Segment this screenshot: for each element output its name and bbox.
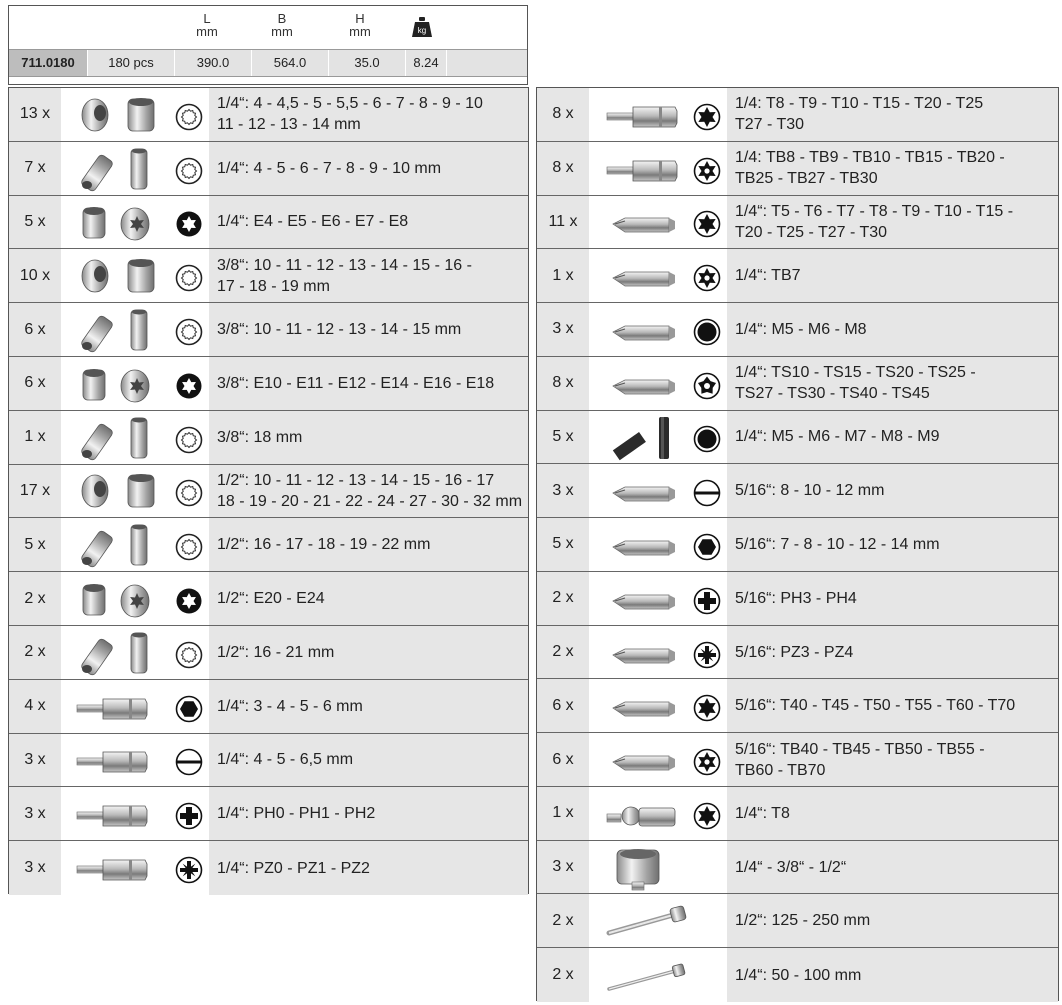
table-row xyxy=(537,733,1058,787)
size-description xyxy=(727,679,1058,732)
hex12-icon xyxy=(175,641,203,669)
size-description xyxy=(727,626,1058,679)
size-description xyxy=(209,357,528,410)
size-description xyxy=(209,411,528,464)
e-socket-pair-icon xyxy=(73,198,161,246)
table-row xyxy=(9,734,528,788)
description-line: 1/4: T8 - T9 - T10 - T15 - T20 - T25 xyxy=(735,95,984,113)
quantity: 2 x xyxy=(537,948,589,1002)
size-description xyxy=(727,841,1058,894)
tool-image xyxy=(589,894,727,947)
size-description xyxy=(209,303,528,356)
extension-icon xyxy=(603,897,691,945)
deep-socket-pair-icon xyxy=(73,306,161,354)
description-line: 1/4“: E4 - E5 - E6 - E7 - E8 xyxy=(217,213,409,231)
dimension-columns xyxy=(9,6,527,48)
piece-count: 180 pcs xyxy=(88,50,175,76)
tool-image xyxy=(61,142,209,195)
size-description xyxy=(727,464,1058,517)
column-b xyxy=(264,12,300,38)
quantity: 3 x xyxy=(9,734,61,787)
description-line: T20 - T25 - T27 - T30 xyxy=(735,223,888,241)
table-row xyxy=(9,680,528,734)
quantity: 1 x xyxy=(9,411,61,464)
torx-tamper-icon xyxy=(693,157,721,185)
size-description xyxy=(209,249,528,302)
size-description xyxy=(727,249,1058,302)
quantity: 5 x xyxy=(537,518,589,571)
size-description xyxy=(209,626,528,679)
bit-icon xyxy=(603,575,691,623)
description-line: 5/16“: 7 - 8 - 10 - 12 - 14 mm xyxy=(735,535,940,553)
torx-ext-icon xyxy=(175,587,203,615)
phillips-icon xyxy=(693,587,721,615)
quantity: 1 x xyxy=(537,249,589,302)
tool-image xyxy=(589,249,727,302)
size-description xyxy=(727,142,1058,195)
tool-image xyxy=(589,411,727,464)
bit-icon xyxy=(603,252,691,300)
quantity: 17 x xyxy=(9,465,61,518)
quantity: 3 x xyxy=(9,841,61,895)
description-line: 5/16“: PZ3 - PZ4 xyxy=(735,643,854,661)
tool-image xyxy=(589,196,727,249)
size-description xyxy=(209,841,528,895)
socket-pair-icon xyxy=(73,467,161,515)
spec-header xyxy=(8,5,528,85)
torx-icon xyxy=(693,210,721,238)
size-description xyxy=(727,518,1058,571)
extension-thin-icon xyxy=(603,951,691,999)
hex12-icon xyxy=(175,264,203,292)
weight-value: 8.24 xyxy=(406,50,447,76)
spline-bit-pair-icon xyxy=(603,413,691,461)
table-row xyxy=(537,464,1058,518)
hex-icon xyxy=(175,695,203,723)
description-line: 1/2“: 16 - 21 mm xyxy=(217,643,335,661)
table-row xyxy=(9,572,528,626)
tool-image xyxy=(589,303,727,356)
hex12-icon xyxy=(175,533,203,561)
quantity: 3 x xyxy=(537,303,589,356)
pozidriv-icon xyxy=(693,641,721,669)
size-description xyxy=(727,733,1058,786)
column-b-unit: mm xyxy=(271,24,293,39)
table-row xyxy=(537,303,1058,357)
phillips-icon xyxy=(175,802,203,830)
table-row xyxy=(537,626,1058,680)
table-row xyxy=(537,787,1058,841)
description-line: 3/8“: 10 - 11 - 12 - 13 - 14 - 15 mm xyxy=(217,321,462,339)
table-row xyxy=(537,357,1058,411)
tool-image xyxy=(61,196,209,249)
size-description xyxy=(209,572,528,625)
hex12-icon xyxy=(175,426,203,454)
column-h xyxy=(342,12,378,38)
table-row xyxy=(9,465,528,519)
tool-image xyxy=(589,88,727,141)
tool-image xyxy=(61,303,209,356)
description-line: 5/16“: T40 - T45 - T50 - T55 - T60 - T70 xyxy=(735,697,1016,715)
description-line: 1/2“: 125 - 250 mm xyxy=(735,912,871,930)
quantity: 11 x xyxy=(537,196,589,249)
hex12-icon xyxy=(175,479,203,507)
column-h-label: H xyxy=(355,11,365,26)
spline-icon xyxy=(693,318,721,346)
hex12-icon xyxy=(175,157,203,185)
table-row xyxy=(9,518,528,572)
tool-image xyxy=(589,572,727,625)
bit-icon xyxy=(603,736,691,784)
quantity: 7 x xyxy=(9,142,61,195)
bit-socket-icon xyxy=(603,145,691,193)
torx-tamper-icon xyxy=(693,748,721,776)
column-l xyxy=(189,12,225,38)
tool-image xyxy=(61,841,209,895)
quantity: 2 x xyxy=(537,894,589,947)
table-row xyxy=(9,357,528,411)
torx-tamper-icon xyxy=(693,264,721,292)
torx-icon xyxy=(693,103,721,131)
pozidriv-icon xyxy=(175,856,203,884)
description-line: T27 - T30 xyxy=(735,116,805,134)
quantity: 8 x xyxy=(537,142,589,195)
size-description xyxy=(727,196,1058,249)
table-row xyxy=(537,518,1058,572)
table-row xyxy=(537,894,1058,948)
quantity: 3 x xyxy=(537,841,589,894)
tool-image xyxy=(589,733,727,786)
table-row xyxy=(537,679,1058,733)
bit-icon xyxy=(603,629,691,677)
quantity: 5 x xyxy=(9,196,61,249)
deep-socket-pair-icon xyxy=(73,414,161,462)
size-description xyxy=(727,88,1058,141)
bit-icon xyxy=(603,521,691,569)
hex12-icon xyxy=(175,318,203,346)
bit-socket-icon xyxy=(73,790,161,838)
description-line: 1/4“: TS10 - TS15 - TS20 - TS25 - xyxy=(735,364,976,382)
bit-icon xyxy=(603,198,691,246)
bit-socket-icon xyxy=(73,683,161,731)
size-description xyxy=(727,948,1058,1002)
quantity: 3 x xyxy=(537,464,589,517)
column-b-label: B xyxy=(277,11,287,26)
description-line: 1/4“: 4 - 5 - 6,5 mm xyxy=(217,751,354,769)
table-row xyxy=(9,841,528,895)
spec-row xyxy=(9,49,527,77)
tool-image xyxy=(589,464,727,517)
table-row xyxy=(537,142,1058,196)
table-row xyxy=(9,626,528,680)
bit-socket-icon xyxy=(73,736,161,784)
quantity: 2 x xyxy=(9,626,61,679)
deep-socket-pair-icon xyxy=(73,145,161,193)
description-line: 11 - 12 - 13 - 14 mm xyxy=(217,116,361,134)
table-row xyxy=(537,196,1058,250)
size-description xyxy=(209,734,528,787)
right-parts-table xyxy=(536,87,1059,1001)
hex12-icon xyxy=(175,103,203,131)
left-parts-table xyxy=(8,87,529,894)
hex-icon xyxy=(693,533,721,561)
quantity: 8 x xyxy=(537,88,589,141)
size-description xyxy=(727,303,1058,356)
tool-image xyxy=(589,841,727,894)
deep-socket-pair-icon xyxy=(73,521,161,569)
tool-image xyxy=(61,249,209,302)
description-line: 1/4“: 4 - 4,5 - 5 - 5,5 - 6 - 7 - 8 - 9 - 10 xyxy=(217,95,483,113)
table-row xyxy=(9,787,528,841)
size-description xyxy=(209,787,528,840)
socket-pair-icon xyxy=(73,91,161,139)
tool-image xyxy=(61,680,209,733)
torx-ext-icon xyxy=(175,210,203,238)
description-line: TB60 - TB70 xyxy=(735,761,826,779)
tool-image xyxy=(589,948,727,1002)
quantity: 8 x xyxy=(537,357,589,410)
table-row xyxy=(9,88,528,142)
slotted-icon xyxy=(693,479,721,507)
tool-image xyxy=(61,518,209,571)
size-description xyxy=(727,787,1058,840)
description-line: 3/8“: E10 - E11 - E12 - E14 - E16 - E18 xyxy=(217,374,495,392)
size-description xyxy=(209,680,528,733)
description-line: 18 - 19 - 20 - 21 - 22 - 24 - 27 - 30 - 32 mm xyxy=(217,492,523,510)
bit-icon xyxy=(603,467,691,515)
size-description xyxy=(209,88,528,141)
column-h-unit: mm xyxy=(349,24,371,39)
tool-image xyxy=(589,142,727,195)
torx-icon xyxy=(693,694,721,722)
size-description xyxy=(209,465,528,518)
description-line: 5/16“: 8 - 10 - 12 mm xyxy=(735,482,885,500)
description-line: 1/4“: T5 - T6 - T7 - T8 - T9 - T10 - T15 - xyxy=(735,202,1014,220)
table-row xyxy=(537,249,1058,303)
size-description xyxy=(727,357,1058,410)
pentalobe-icon xyxy=(693,372,721,400)
table-row xyxy=(9,196,528,250)
table-row xyxy=(537,88,1058,142)
bit-icon xyxy=(603,360,691,408)
tool-image xyxy=(589,787,727,840)
table-row xyxy=(9,249,528,303)
tool-image xyxy=(61,465,209,518)
tool-image xyxy=(589,679,727,732)
table-row xyxy=(537,841,1058,895)
tool-image xyxy=(61,411,209,464)
description-line: 5/16“: PH3 - PH4 xyxy=(735,589,857,607)
socket-pair-icon xyxy=(73,252,161,300)
description-line: 1/4“: TB7 xyxy=(735,267,801,285)
table-row xyxy=(537,572,1058,626)
description-line: 1/4“: PH0 - PH1 - PH2 xyxy=(217,805,376,823)
description-line: 1/4“ - 3/8“ - 1/2“ xyxy=(735,858,847,876)
torx-icon xyxy=(693,802,721,830)
description-line: 3/8“: 18 mm xyxy=(217,428,303,446)
tool-image xyxy=(589,357,727,410)
table-row xyxy=(9,303,528,357)
description-line: 1/2“: 16 - 17 - 18 - 19 - 22 mm xyxy=(217,536,431,554)
e-socket-pair-icon xyxy=(73,575,161,623)
tool-image xyxy=(61,734,209,787)
size-description xyxy=(209,196,528,249)
quantity: 13 x xyxy=(9,88,61,141)
description-line: 5/16“: TB40 - TB45 - TB50 - TB55 - xyxy=(735,740,985,758)
quantity: 6 x xyxy=(537,733,589,786)
description-line: 1/2“: E20 - E24 xyxy=(217,590,325,608)
svg-text:kg: kg xyxy=(417,26,427,35)
quantity: 1 x xyxy=(537,787,589,840)
tool-image xyxy=(61,357,209,410)
quantity: 4 x xyxy=(9,680,61,733)
description-line: 1/2“: 10 - 11 - 12 - 13 - 14 - 15 - 16 - 17 xyxy=(217,471,495,489)
tool-image xyxy=(61,88,209,141)
slotted-icon xyxy=(175,748,203,776)
spline-icon xyxy=(693,425,721,453)
tool-image xyxy=(61,787,209,840)
size-description xyxy=(727,894,1058,947)
length-value: 390.0 xyxy=(175,50,252,76)
bit-icon xyxy=(603,682,691,730)
article-code: 711.0180 xyxy=(9,50,88,76)
quantity: 5 x xyxy=(537,411,589,464)
quantity: 6 x xyxy=(9,303,61,356)
description-line: TB25 - TB27 - TB30 xyxy=(735,170,878,188)
column-l-label: L xyxy=(203,11,211,26)
table-row xyxy=(537,411,1058,465)
table-row xyxy=(9,411,528,465)
quantity: 2 x xyxy=(537,626,589,679)
description-line: 1/4“: 4 - 5 - 6 - 7 - 8 - 9 - 10 mm xyxy=(217,159,442,177)
column-l-unit: mm xyxy=(196,24,218,39)
description-line: 17 - 18 - 19 mm xyxy=(217,277,330,295)
tool-image xyxy=(61,572,209,625)
description-line: 1/4“: M5 - M6 - M8 xyxy=(735,320,867,338)
bit-socket-icon xyxy=(73,844,161,892)
quantity: 5 x xyxy=(9,518,61,571)
description-line: 1/4“: 3 - 4 - 5 - 6 mm xyxy=(217,697,363,715)
quantity: 2 x xyxy=(9,572,61,625)
quantity: 2 x xyxy=(537,572,589,625)
description-line: 1/4“: M5 - M6 - M7 - M8 - M9 xyxy=(735,428,940,446)
quantity: 6 x xyxy=(537,679,589,732)
description-line: 1/4: TB8 - TB9 - TB10 - TB15 - TB20 - xyxy=(735,149,1005,167)
description-line: 1/4“: PZ0 - PZ1 - PZ2 xyxy=(217,859,370,877)
e-socket-pair-icon xyxy=(73,360,161,408)
size-description xyxy=(727,572,1058,625)
tool-image xyxy=(589,518,727,571)
universal-joint-icon xyxy=(603,790,691,838)
description-line: 1/4“: 50 - 100 mm xyxy=(735,966,862,984)
bit-icon xyxy=(603,306,691,354)
tool-image xyxy=(589,626,727,679)
description-line: 1/4“: T8 xyxy=(735,804,790,822)
table-row xyxy=(9,142,528,196)
size-description xyxy=(727,411,1058,464)
description-line: TS27 - TS30 - TS40 - TS45 xyxy=(735,385,930,403)
adapter-icon xyxy=(603,844,691,892)
table-row xyxy=(537,948,1058,1002)
quantity: 3 x xyxy=(9,787,61,840)
tool-image xyxy=(61,626,209,679)
weight-kg-icon xyxy=(411,16,433,38)
quantity: 6 x xyxy=(9,357,61,410)
size-description xyxy=(209,518,528,571)
quantity: 10 x xyxy=(9,249,61,302)
torx-ext-icon xyxy=(175,372,203,400)
deep-socket-pair-icon xyxy=(73,629,161,677)
bit-socket-icon xyxy=(603,91,691,139)
size-description xyxy=(209,142,528,195)
width-value: 564.0 xyxy=(252,50,329,76)
description-line: 3/8“: 10 - 11 - 12 - 13 - 14 - 15 - 16 - xyxy=(217,256,472,274)
height-value: 35.0 xyxy=(329,50,406,76)
